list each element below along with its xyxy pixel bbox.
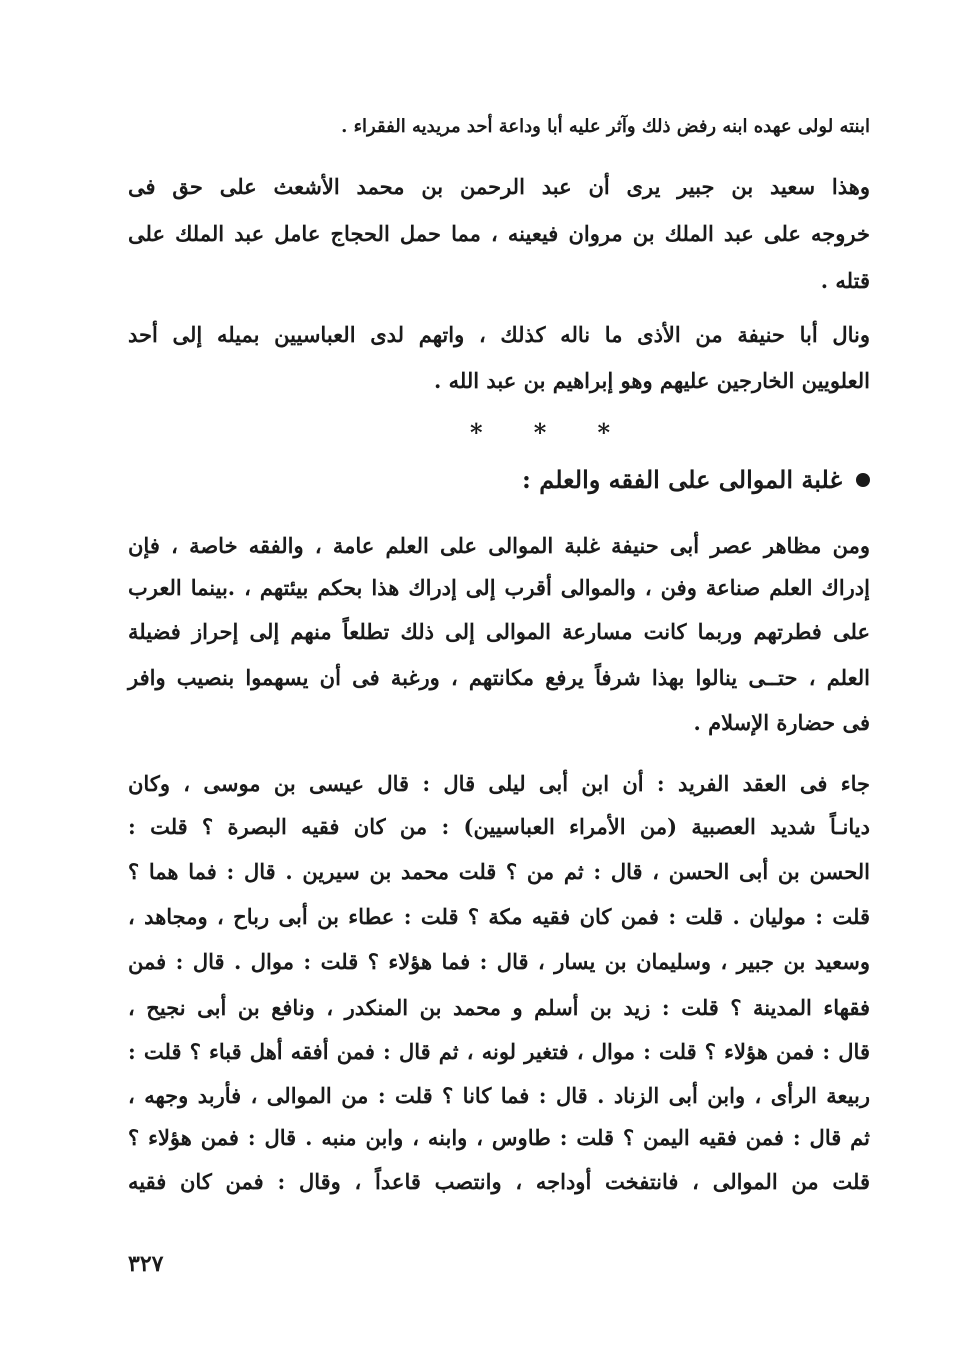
paragraph-4-line: جاء فى العقد الفريد : أن ابن أبى ليلى قال : قال عيسى بن موسى ، وكان bbox=[128, 771, 870, 796]
section-heading-text: غلبة الموالى على الفقه والعلم : bbox=[522, 465, 842, 494]
separator-star: * bbox=[597, 418, 610, 447]
paragraph-4-line: قلت : موليان . قلت : فمن كان فقيه مكة ؟ قلت : عطاء بن أبى رباح ، ومجاهد ، bbox=[128, 904, 870, 929]
paragraph-2-line: ونال أبا حنيفة من الأذى ما ناله كذلك ، واتهم لدى العباسيين بميله إلى أحد bbox=[128, 322, 870, 347]
paragraph-4-line: ربيعة الرأى ، وابن أبى الزناد . قال : فما كانا ؟ قلت : من الموالى ، فأربد وجهه ، bbox=[128, 1083, 870, 1108]
paragraph-1-line: خروجه على عبد الملك بن مروان فيعينه ، مما حمل الحجاج عامل عبد الملك على bbox=[128, 221, 870, 246]
paragraph-4-line: وسعيد بن جبير ، وسليمان بن يسار ، قال : فما هؤلاء ؟ قلت : موال . قال : فمن bbox=[128, 949, 870, 974]
separator-star: * bbox=[533, 418, 547, 447]
paragraph-4-line: الحسن بن أبى الحسن ، قال : ثم من ؟ قلت محمد بن سيرين . قال : فما هما ؟ bbox=[128, 859, 870, 884]
paragraph-3-line: على فطرتهم وربما كانت مسارعة الموالى إلى ذلك تطلعاً منهم إلى إحراز فضيلة bbox=[128, 619, 870, 644]
paragraph-3-line: فى حضارة الإسلام . bbox=[693, 710, 870, 735]
paragraph-1-line: قتله . bbox=[820, 268, 870, 293]
paragraph-3-line: العلم ، حتــى ينالوا بهذا شرفاً يرفع مكانتهم ، ورغبة فى أن يسهموا بنصيب وافر bbox=[128, 665, 870, 690]
paragraph-4-line: قلت من الموالى ، فانتفخت أوداجه ، وانتصب قاعداً ، وقال : فمن كان فقيه bbox=[128, 1169, 870, 1194]
bullet-icon bbox=[856, 473, 870, 487]
paragraph-3-line: إدراك العلم صناعة وفن ، والموالى أقرب إلى إدراك هذا بحكم بيئتهم ، .بينما العرب bbox=[128, 575, 870, 600]
separator-star: * bbox=[470, 418, 483, 447]
paragraph-3-line: ومن مظاهر عصر أبى حنيفة غلبة الموالى على العلم عامة ، والفقه خاصة ، فإن bbox=[128, 533, 870, 558]
paragraph-4-line: ثم قال : فمن فقيه اليمن ؟ قلت : طاوس ، وابنه ، وابن منبه . قال : فمن هؤلاء ؟ bbox=[128, 1125, 870, 1150]
section-heading bbox=[522, 463, 870, 497]
carryover-line: ابنته لولى عهده ابنه رفض ذلك وآثر عليه أبا وداعة أحد مريديه الفقراء . bbox=[341, 116, 870, 137]
paragraph-2-line: العلويين الخارجين عليهم وهو إبراهيم بن عبد الله . bbox=[434, 368, 870, 393]
page-number: ٣٢٧ bbox=[128, 1251, 164, 1277]
paragraph-4-line: فقهاء المدينة ؟ قلت : زيد بن أسلم و محمد بن المنكدر ، ونافع بن أبى نجيح ، bbox=[128, 995, 870, 1020]
paragraph-4-line: ديانـاً شديد العصبية (من الأمراء العباسيين) : من كان فقيه البصرة ؟ قلت : bbox=[128, 814, 870, 839]
section-separator bbox=[470, 418, 610, 448]
paragraph-1-line: وهذا سعيد بن جبير يرى أن عبد الرحمن بن محمد الأشعث على حق فى bbox=[128, 174, 870, 199]
paragraph-4-line: قال : فمن هؤلاء ؟ قلت : موال ، فتغير لونه ، ثم قال : فمن أفقه أهل قباء ؟ قلت : bbox=[128, 1039, 870, 1064]
